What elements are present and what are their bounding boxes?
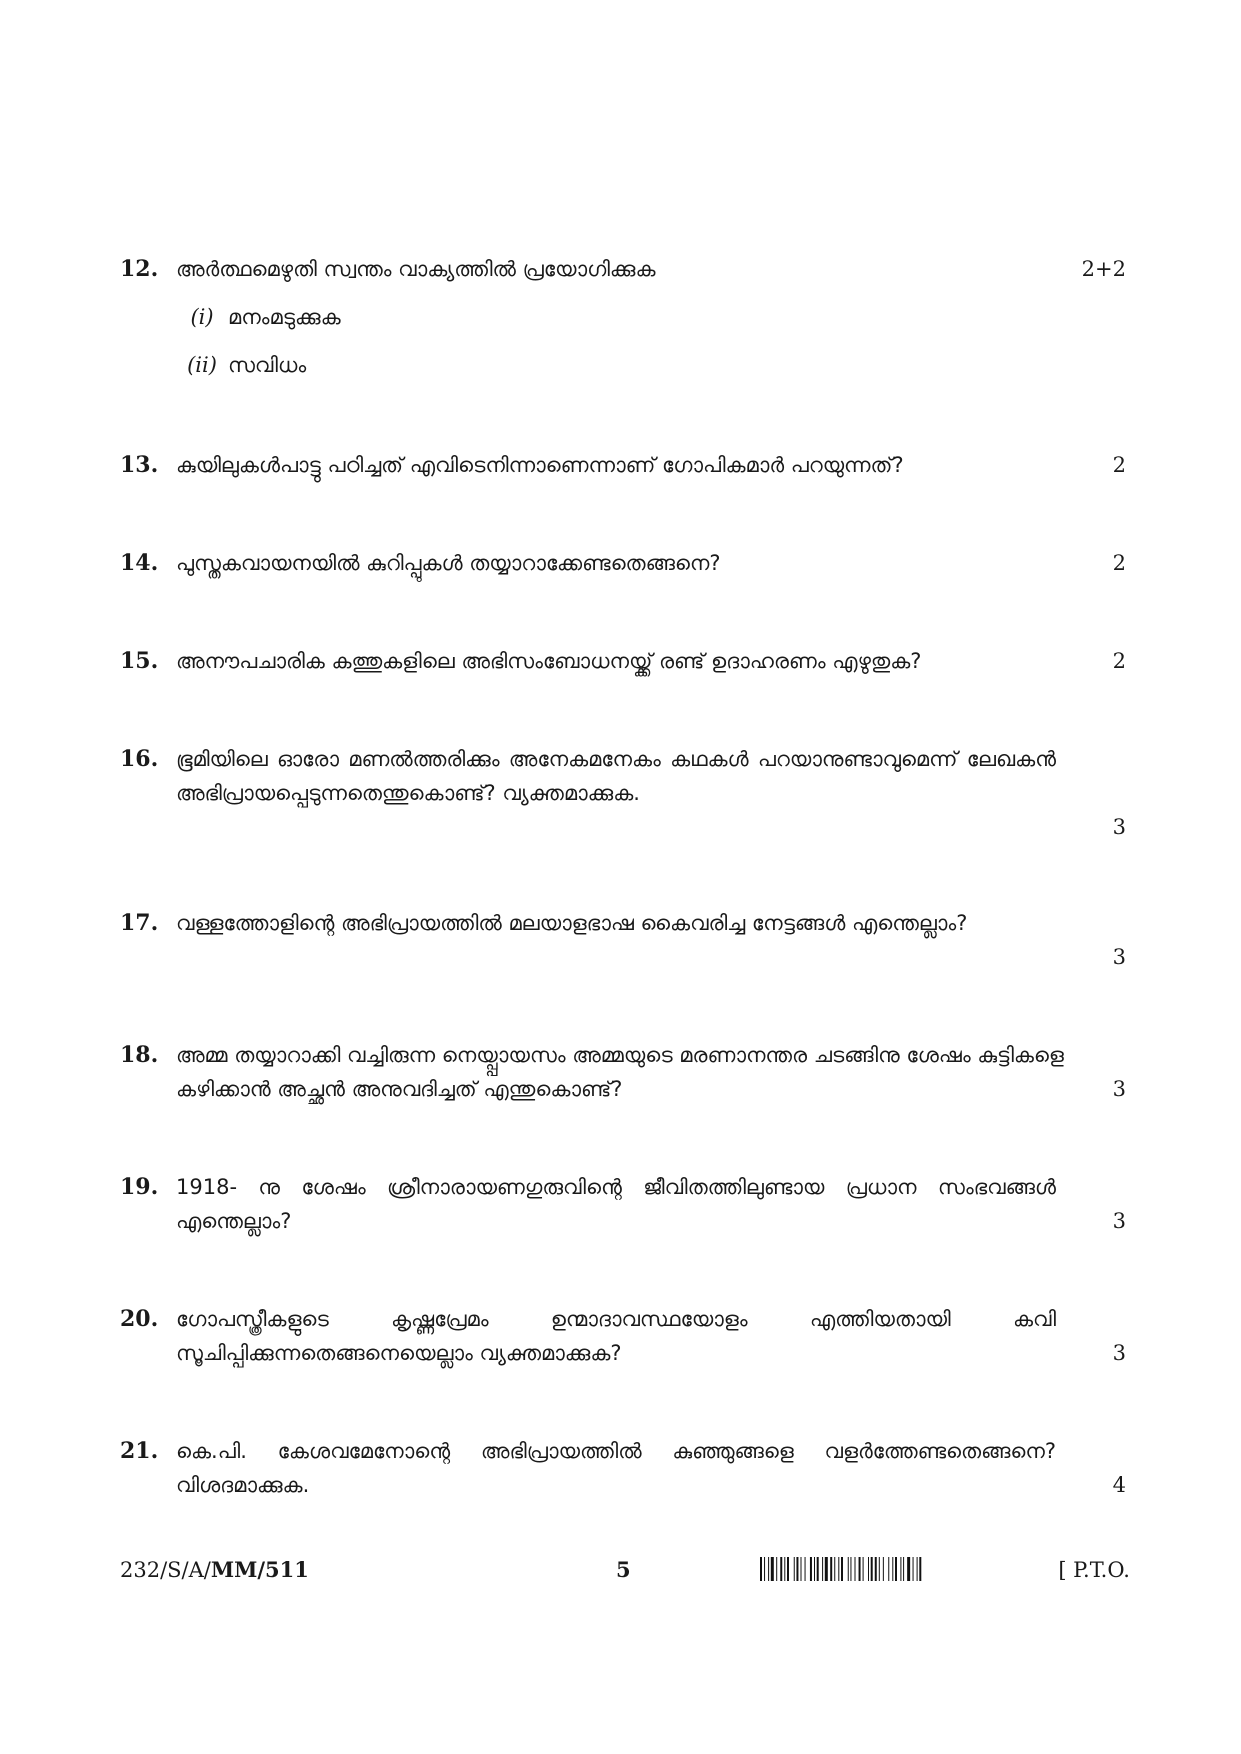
page-footer <box>120 1553 1130 1587</box>
barcode-bar <box>892 1557 893 1581</box>
question-text: പുസ്തകവായനയിൽ കുറിപ്പുകൾ തയ്യാറാക്കേണ്ടതെങ്ങനെ? <box>176 551 721 575</box>
question-marks: 3 <box>1112 1077 1126 1101</box>
paper-code-prefix: 232/S/A/ <box>120 1558 211 1582</box>
barcode-bar <box>787 1557 789 1581</box>
sub-item-text: സവിധം <box>228 353 307 377</box>
question-text: അമ്മ തയ്യാറാക്കി വച്ചിരുന്ന നെയ്പ്പായസം അമ്മയുടെ മരണാനന്തര ചടങ്ങിനു ശേഷം കുട്ടികളെ കഴിക്കാൻ അച്ഛൻ അനുവദിച്ചത് എന്തുകൊണ്ട്? <box>176 1043 1064 1101</box>
barcode-bar <box>907 1557 910 1581</box>
barcode-bar <box>903 1557 904 1581</box>
question-marks: 2 <box>1112 551 1126 575</box>
question-text: ഭൂമിയിലെ ഓരോ മണൽത്തരിക്കും അനേകമനേകം കഥകൾ പറയാനുണ്ടാവുമെന്ന് ലേഖകൻ അഭിപ്രായപ്പെടുന്നതെന്തുകൊണ്ട്? വ്യക്തമാക്കുക. <box>176 747 1056 805</box>
barcode-bar <box>760 1557 762 1581</box>
question-marks: 3 <box>1112 945 1126 969</box>
barcode-bar <box>814 1557 815 1581</box>
barcode-bar <box>863 1557 864 1581</box>
question-text: കുയിലുകൾപാട്ടു പഠിച്ചത് എവിടെനിന്നാണെന്നാണ് ഗോപികമാർ പറയുന്നത്? <box>176 453 904 477</box>
question-number: 15. <box>120 648 159 674</box>
barcode-bar <box>830 1557 832 1581</box>
sub-item-label: (ii) <box>187 353 217 377</box>
barcode-bar <box>871 1557 873 1581</box>
question-number: 18. <box>120 1042 159 1068</box>
question-number: 14. <box>120 550 159 576</box>
barcode-bar <box>796 1557 798 1581</box>
barcode-bar <box>841 1557 843 1581</box>
barcode-bar <box>875 1557 877 1581</box>
question-14 <box>120 546 1130 580</box>
question-number: 17. <box>120 910 159 936</box>
barcode-bar <box>771 1557 774 1581</box>
question-text: 1918- നു ശേഷം ശ്രീനാരായണഗുരുവിന്റെ ജീവിതത്തിലുണ്ടായ പ്രധാന സംഭവങ്ങൾ എന്തെല്ലാം? <box>176 1175 1056 1233</box>
pto-label: [ P.T.O. <box>1058 1558 1130 1582</box>
question-text: കെ.പി. കേശവമേനോന്റെ അഭിപ്രായത്തിൽ കുഞ്ഞുങ്ങളെ വളർത്തേണ്ടതെങ്ങനെ? വിശദമാക്കുക. <box>176 1439 1056 1497</box>
barcode-bar <box>794 1557 795 1581</box>
barcode-bar <box>883 1557 884 1581</box>
barcode-bar <box>855 1557 856 1581</box>
question-17 <box>120 906 1130 969</box>
sub-item-label: (i) <box>190 305 214 329</box>
question-number: 21. <box>120 1438 159 1464</box>
barcode-bar <box>822 1557 823 1581</box>
question-text: വള്ളത്തോളിന്റെ അഭിപ്രായത്തിൽ മലയാളഭാഷ കൈവരിച്ച നേട്ടങ്ങൾ എന്തെല്ലാം? <box>176 911 968 935</box>
question-13 <box>120 448 1130 482</box>
question-marks: 2 <box>1112 453 1126 477</box>
question-text: അർത്ഥമെഴുതി സ്വന്തം വാക്യത്തിൽ പ്രയോഗിക്കുക <box>176 257 656 281</box>
barcode-bar <box>888 1557 889 1581</box>
question-16 <box>120 742 1130 839</box>
barcode-bar <box>834 1557 835 1581</box>
question-15 <box>120 644 1130 678</box>
question-marks: 3 <box>1112 1341 1126 1365</box>
question-marks: 2+2 <box>1081 257 1126 281</box>
barcode-bar <box>780 1557 782 1581</box>
barcode-bar <box>838 1557 839 1581</box>
question-18 <box>120 1038 1130 1106</box>
barcode-bar <box>764 1557 765 1581</box>
question-number: 20. <box>120 1306 159 1332</box>
barcode-bar <box>895 1557 897 1581</box>
question-marks: 3 <box>1112 1209 1126 1233</box>
sub-item <box>176 300 1130 334</box>
question-19 <box>120 1170 1130 1238</box>
barcode-bar <box>810 1557 812 1581</box>
barcode <box>760 1557 1030 1581</box>
barcode-bar <box>776 1557 777 1581</box>
barcode-bar <box>868 1557 869 1581</box>
question-21 <box>120 1434 1130 1502</box>
barcode-bar <box>848 1557 849 1581</box>
question-marks: 4 <box>1112 1473 1126 1497</box>
barcode-bar <box>919 1557 921 1581</box>
barcode-bar <box>913 1557 914 1581</box>
question-text: ഗോപസ്ത്രീകളുടെ കൃഷ്ണപ്രേമം ഉന്മാദാവസ്ഥയോളം എത്തിയതായി കവി സൂചിപ്പിക്കുന്നതെങ്ങനെയെല്ലാം വ്യക്തമാക്കുക? <box>176 1307 1056 1365</box>
barcode-bar <box>805 1557 806 1581</box>
barcode-bar <box>900 1557 901 1581</box>
sub-item <box>176 348 1130 382</box>
barcode-bar <box>784 1557 785 1581</box>
question-number: 13. <box>120 452 159 478</box>
barcode-bar <box>801 1557 802 1581</box>
page-number: 5 <box>616 1557 631 1582</box>
paper-code <box>120 1553 309 1587</box>
question-number: 19. <box>120 1174 159 1200</box>
barcode-bar <box>859 1557 861 1581</box>
barcode-bar <box>768 1557 769 1581</box>
question-marks: 3 <box>1112 815 1126 839</box>
barcode-bar <box>917 1557 918 1581</box>
barcode-bar <box>850 1557 851 1581</box>
question-text: അനൗപചാരിക കത്തുകളിലെ അഭിസംബോധനയ്ക്ക് രണ്ട് ഉദാഹരണം എഴുതുക? <box>176 649 922 673</box>
barcode-bar <box>817 1557 819 1581</box>
paper-code-bold: MM/511 <box>210 1557 309 1582</box>
barcode-bar <box>825 1557 828 1581</box>
barcode-bar <box>879 1557 880 1581</box>
question-20 <box>120 1302 1130 1370</box>
question-number: 12. <box>120 256 159 282</box>
question-number: 16. <box>120 746 159 772</box>
sub-item-text: മനംമടുക്കുക <box>228 305 341 329</box>
question-marks: 2 <box>1112 649 1126 673</box>
question-12 <box>120 252 1130 382</box>
